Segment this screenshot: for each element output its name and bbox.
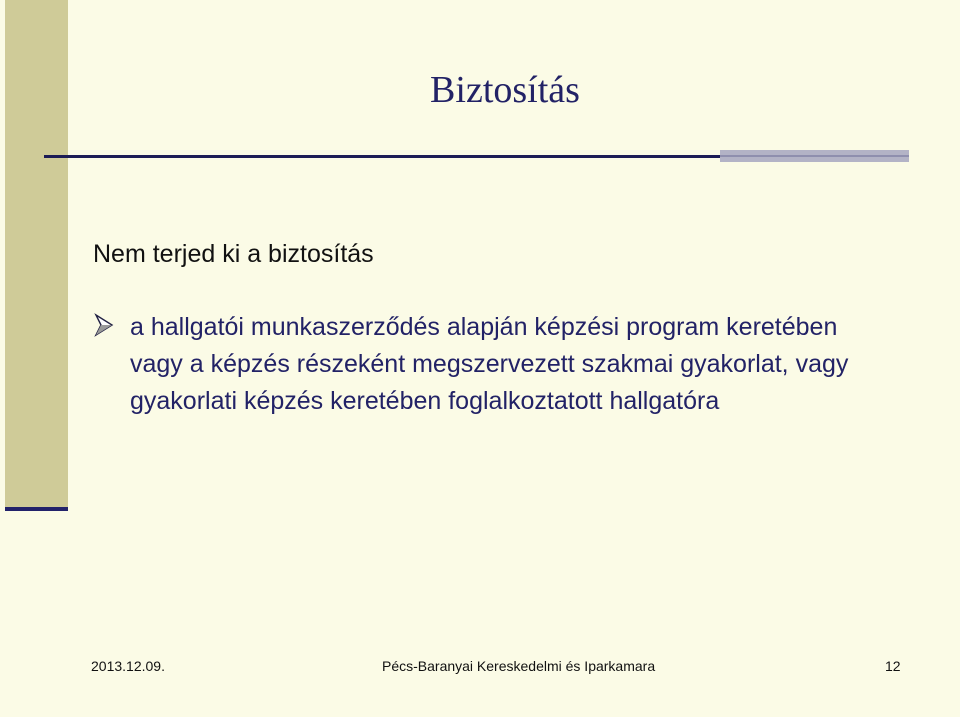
footer-date: 2013.12.09.: [91, 658, 165, 674]
arrowhead-bullet-icon: [94, 313, 114, 337]
footer-organization: Pécs-Baranyai Kereskedelmi és Iparkamara: [382, 658, 656, 674]
bullet-item-1: a hallgatói munkaszerződés alapján képzési program keretében vagy a képzés részeként megszervezett szakmai gyakorlat, vagy gyakorlati képzés keretében foglalkoztatott hallgatóra: [130, 313, 849, 415]
slide-subtitle: Nem terjed ki a biztosítás: [93, 240, 374, 268]
title-rule: [44, 155, 720, 158]
side-bar-base-line: [5, 507, 68, 511]
footer-page-number: 12: [885, 658, 901, 674]
decorative-side-bar: [5, 0, 68, 509]
slide-title: Biztosítás: [430, 69, 580, 111]
title-rule-accent-line: [720, 155, 909, 157]
